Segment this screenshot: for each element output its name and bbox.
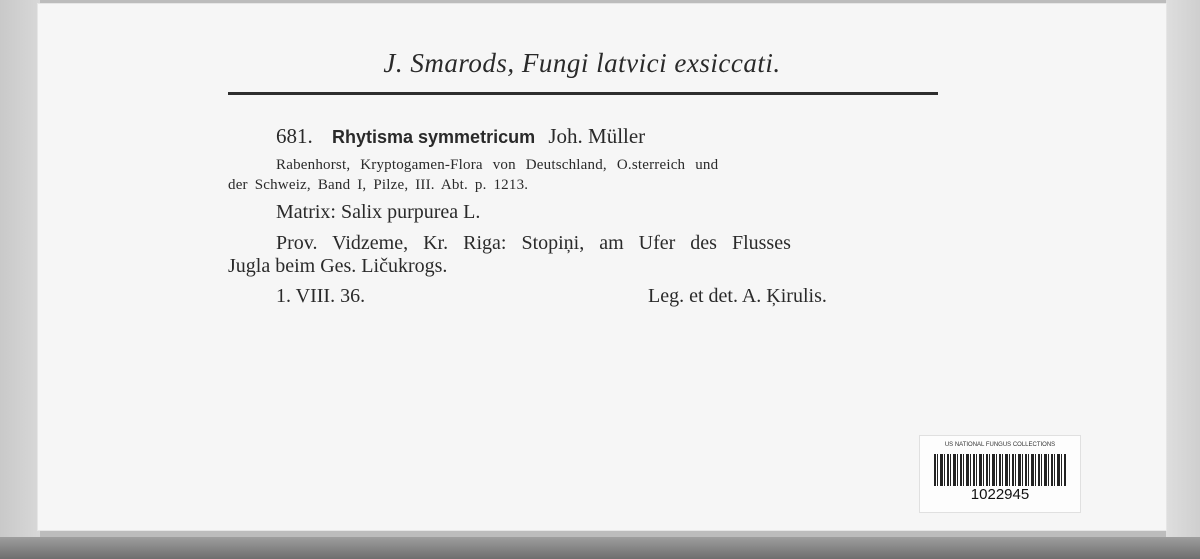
reference-line-1: Rabenhorst, Kryptogamen-Flora von Deutschland, O.sterreich und: [276, 157, 719, 173]
barcode-title: US NATIONAL FUNGUS COLLECTIONS: [944, 442, 1056, 448]
specimen-number: 681.: [276, 124, 313, 148]
species-name: Rhytisma symmetricum: [332, 127, 536, 147]
species-author: Joh. Müller: [548, 124, 646, 148]
reference-line-2: der Schweiz, Band I, Pilze, III. Abt. p. 1213.: [228, 177, 529, 193]
exsiccata-header: J. Smarods, Fungi latvici exsiccati.: [383, 48, 781, 78]
locality-line-2: Jugla beim Ges. Ličukrogs.: [228, 255, 448, 277]
collection-date: 1. VIII. 36.: [276, 285, 366, 307]
matrix-line: Matrix: Salix purpurea L.: [276, 201, 481, 223]
species-line: [276, 124, 645, 149]
barcode-label: [920, 436, 1080, 512]
locality-line-1: Prov. Vidzeme, Kr. Riga: Stopiņi, am Ufer des Flusses: [276, 232, 791, 254]
background-bottom-edge: [0, 537, 1200, 559]
background-right: [1166, 0, 1200, 559]
header-rule: [228, 92, 938, 95]
barcode-icon: [934, 454, 1066, 486]
background-left: [0, 0, 40, 559]
barcode-number: 1022945: [970, 486, 1030, 503]
collector-line: Leg. et det. A. Ķirulis.: [648, 285, 827, 307]
